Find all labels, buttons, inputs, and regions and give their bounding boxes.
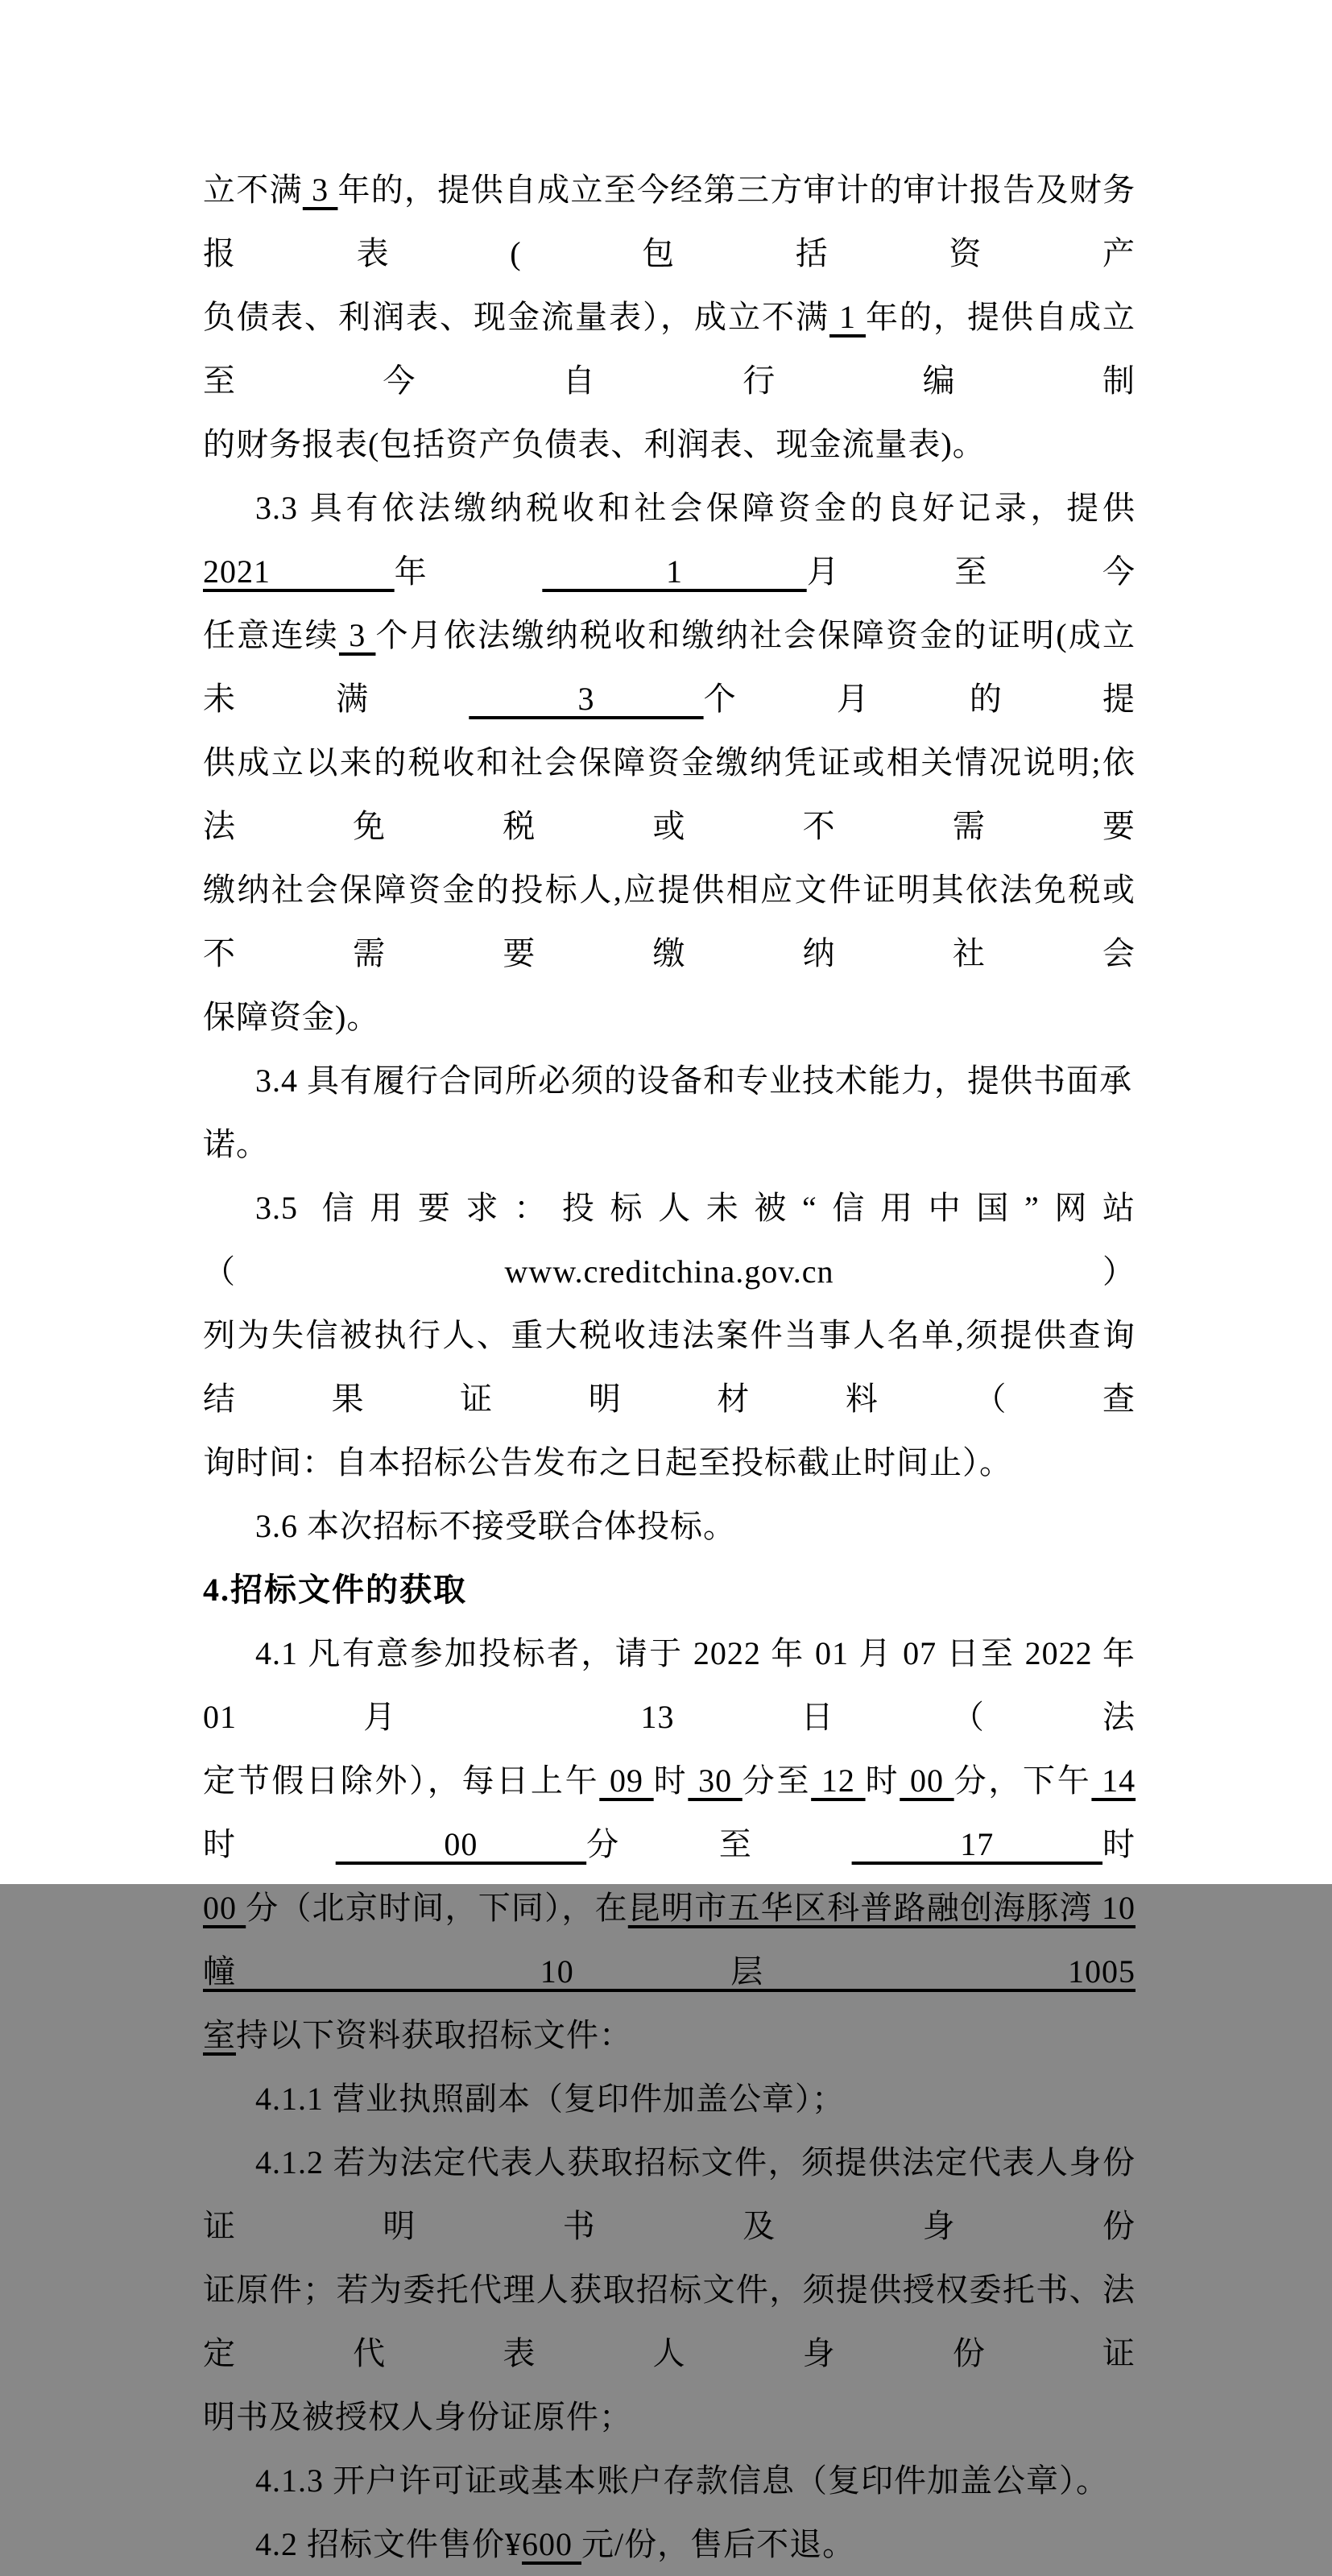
underlined-text: 2021 bbox=[203, 553, 395, 590]
text-line bbox=[203, 1176, 1136, 1303]
text-line bbox=[203, 2258, 1136, 2385]
text-segment: 月至今 bbox=[806, 553, 1136, 590]
text-segment: 询时间：自本招标公告发布之日起至投标截止时间止）。 bbox=[203, 1444, 1012, 1481]
text-segment: 负债表、利润表、现金流量表），成立不满 bbox=[203, 299, 829, 335]
underlined-text: 00 bbox=[900, 1762, 954, 1799]
underlined-text: 室 bbox=[203, 2017, 236, 2053]
text-segment: 时 bbox=[203, 1826, 336, 1862]
underlined-text: 00 bbox=[203, 1890, 246, 1926]
text-line bbox=[203, 1049, 1136, 1176]
text-segment: 时 bbox=[653, 1762, 689, 1799]
text-segment: 3.4 具有履行合同所必须的设备和专业技术能力，提供书面承诺。 bbox=[203, 1062, 1132, 1162]
text-line bbox=[203, 2512, 1136, 2576]
text-line bbox=[203, 285, 1136, 412]
text-line bbox=[203, 1621, 1136, 1749]
text-segment: 年 bbox=[394, 553, 543, 590]
text-segment: 4.1.3 开户许可证或基本账户存款信息（复印件加盖公章）。 bbox=[255, 2462, 1109, 2499]
text-segment: 个月依法缴纳税收和缴纳社会保障资金的证明(成立未满 bbox=[203, 617, 1136, 717]
underlined-text: 3 bbox=[469, 681, 704, 717]
text-line bbox=[203, 1431, 1136, 1494]
text-line bbox=[203, 1303, 1136, 1431]
text-line bbox=[203, 1749, 1136, 1876]
text-segment: 年的，提供自成立至今经第三方审计的审计报告及财务报表(包括资产 bbox=[203, 172, 1136, 271]
text-segment: 3.6 本次招标不接受联合体投标。 bbox=[255, 1508, 736, 1544]
text-segment: 持以下资料获取招标文件： bbox=[236, 2017, 632, 2053]
text-line bbox=[203, 858, 1136, 985]
text-line bbox=[203, 2385, 1136, 2449]
underlined-text: 17 bbox=[851, 1826, 1103, 1862]
text-line bbox=[203, 603, 1136, 731]
underlined-text: 3 bbox=[338, 617, 376, 653]
text-segment: 时 bbox=[865, 1762, 900, 1799]
text-segment: 年的，提供自成立至今自行编制 bbox=[203, 299, 1136, 399]
text-line bbox=[203, 2449, 1136, 2512]
text-line bbox=[203, 985, 1136, 1049]
text-line bbox=[203, 1876, 1136, 2003]
text-segment: 分至 bbox=[586, 1826, 852, 1862]
underlined-text: 09 bbox=[599, 1762, 654, 1799]
text-line bbox=[203, 2067, 1136, 2131]
text-line bbox=[203, 476, 1136, 603]
underlined-text: 12 bbox=[811, 1762, 866, 1799]
text-segment: 的财务报表(包括资产负债表、利润表、现金流量表)。 bbox=[203, 426, 986, 462]
text-segment: 定节假日除外），每日上午 bbox=[203, 1762, 600, 1799]
text-segment: 4.1.1 营业执照副本（复印件加盖公章）； bbox=[255, 2081, 845, 2117]
text-segment: 分至 bbox=[742, 1762, 812, 1799]
text-segment: 4.1.2 若为法定代表人获取招标文件，须提供法定代表人身份证明书及身份 bbox=[203, 2144, 1136, 2244]
text-segment: 分（北京时间，下同），在 bbox=[246, 1890, 628, 1926]
text-segment: 3.5 信用要求：投标人未被“信用中国”网站（www.creditchina.gov.cn） bbox=[203, 1190, 1136, 1290]
section-heading bbox=[203, 1558, 1136, 1621]
text-segment: 个月的提 bbox=[703, 681, 1136, 717]
text-segment: 时 bbox=[1102, 1826, 1136, 1862]
text-line bbox=[203, 1494, 1136, 1558]
text-line bbox=[203, 158, 1136, 285]
underlined-text: 昆明市五华区科普路融创海豚湾 10 幢 10 层 1005 bbox=[203, 1890, 1136, 1990]
text-segment: 4.2 招标文件售价¥ bbox=[255, 2526, 522, 2562]
text-segment: 任意连续 bbox=[203, 617, 339, 653]
text-segment: 立不满 bbox=[203, 172, 303, 208]
text-segment: 元/份，售后不退。 bbox=[581, 2526, 856, 2562]
underlined-text: 00 bbox=[335, 1826, 587, 1862]
text-segment: 明书及被授权人身份证原件； bbox=[203, 2399, 632, 2435]
underlined-text: 1 bbox=[829, 299, 866, 335]
text-segment: 列为失信被执行人、重大税收违法案件当事人名单,须提供查询结果证明材料（查 bbox=[203, 1317, 1136, 1417]
text-segment: 3.3 具有依法缴纳税收和社会保障资金的良好记录，提供 bbox=[255, 490, 1136, 526]
text-segment: 4.1 凡有意参加投标者，请于 2022 年 01 月 07 日至 2022 年 01 月 13 日（法 bbox=[203, 1635, 1136, 1735]
text-segment: 分，下午 bbox=[953, 1762, 1092, 1799]
underlined-text: 3 bbox=[302, 172, 338, 208]
text-line bbox=[203, 2003, 1136, 2067]
document-content bbox=[203, 158, 1136, 2576]
text-segment: 证原件；若为委托代理人获取招标文件，须提供授权委托书、法定代表人身份证 bbox=[203, 2272, 1136, 2371]
text-line bbox=[203, 2131, 1136, 2258]
text-segment: 供成立以来的税收和社会保障资金缴纳凭证或相关情况说明;依法免税或不需要 bbox=[203, 744, 1136, 844]
underlined-text: 600 bbox=[522, 2526, 581, 2562]
text-segment: 4.招标文件的获取 bbox=[203, 1572, 467, 1608]
underlined-text: 14 bbox=[1091, 1762, 1136, 1799]
text-segment: 保障资金)。 bbox=[203, 999, 380, 1035]
text-line bbox=[203, 731, 1136, 858]
underlined-text: 1 bbox=[542, 553, 807, 590]
text-segment: 缴纳社会保障资金的投标人,应提供相应文件证明其依法免税或不需要缴纳社会 bbox=[203, 872, 1136, 971]
underlined-text: 30 bbox=[688, 1762, 743, 1799]
text-line bbox=[203, 412, 1136, 476]
